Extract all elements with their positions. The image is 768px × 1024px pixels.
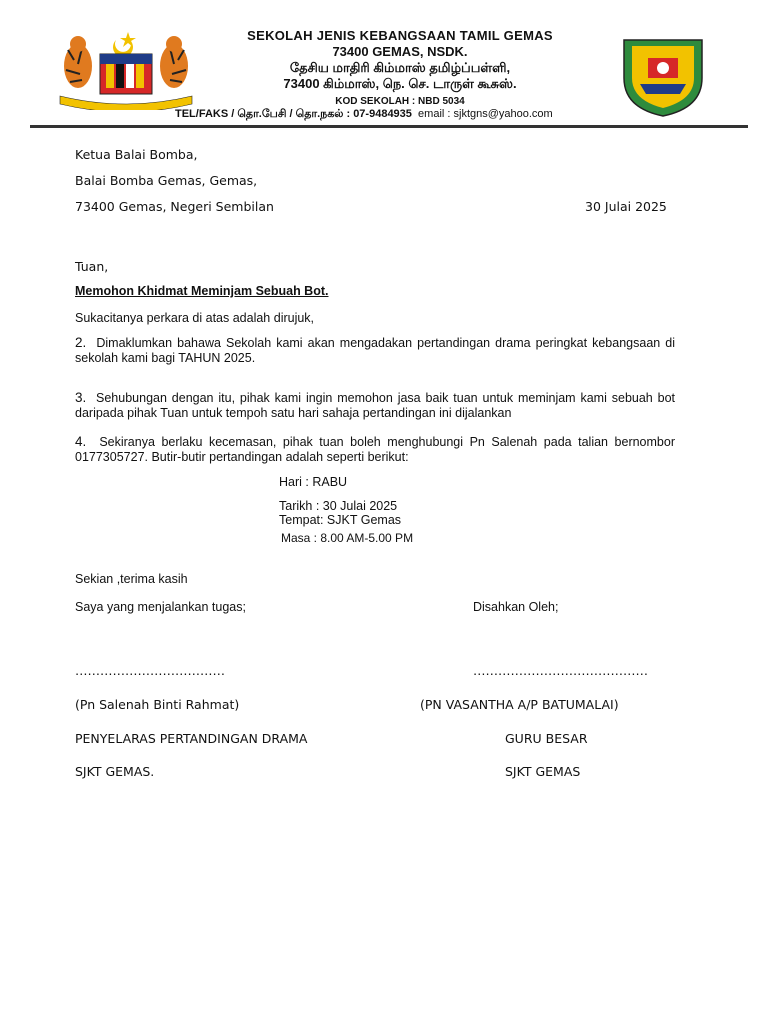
recipient-line2: Balai Bomba Gemas, Gemas,: [75, 173, 258, 188]
detail-hari: Hari : RABU: [279, 475, 348, 489]
left-tiger-icon: [64, 36, 92, 88]
recipient-line3: 73400 Gemas, Negeri Sembilan: [75, 199, 274, 214]
tel-label: TEL/FAKS / தொ.பேசி / தொ.நகல் :: [175, 108, 351, 120]
school-name: SEKOLAH JENIS KEBANGSAAN TAMIL GEMAS: [247, 28, 553, 43]
school-name-tamil: தேசிய மாதிரி கிம்மாஸ் தமிழ்ப்பள்ளி,: [289, 60, 511, 75]
paragraph-3-number: 3.: [75, 390, 87, 405]
letter-date: 30 Julai 2025: [585, 199, 667, 214]
school-address: 73400 GEMAS, NSDK.: [332, 44, 468, 59]
intro-text: Sukacitanya perkara di atas adalah dirujuk,: [75, 311, 315, 325]
detail-tempat: Tempat: SJKT Gemas: [279, 513, 402, 527]
school-address-tamil: 73400 கிம்மாஸ், நெ. செ. டாருள் கூசுஸ்.: [283, 76, 517, 91]
closing-thanks: Sekian ,terima kasih: [75, 572, 188, 586]
right-tiger-icon: [160, 36, 188, 88]
right-signature-label: Disahkan Oleh;: [473, 600, 559, 614]
school-code: KOD SEKOLAH : NBD 5034: [335, 96, 465, 107]
left-signatory-school: SJKT GEMAS.: [75, 764, 155, 779]
right-signature-line: ……………………………………: [473, 663, 648, 678]
right-signatory-name: (PN VASANTHA A/P BATUMALAI): [420, 697, 619, 712]
paragraph-4-number: 4.: [75, 434, 87, 449]
paragraph-2-number: 2.: [75, 335, 87, 350]
left-signature-label: Saya yang menjalankan tugas;: [75, 600, 246, 614]
left-signatory-title: PENYELARAS PERTANDINGAN DRAMA: [75, 731, 308, 746]
letterhead-text: [200, 28, 600, 110]
detail-masa: Masa : 8.00 AM-5.00 PM: [281, 531, 414, 545]
recipient-line1: Ketua Balai Bomba,: [75, 147, 198, 162]
paragraph-2: [75, 335, 675, 366]
school-emblem-logo: [620, 34, 706, 118]
right-signatory-title: GURU BESAR: [505, 731, 588, 746]
left-signatory-name: (Pn Salenah Binti Rahmat): [75, 697, 240, 712]
email: email : sjktgns@yahoo.com: [418, 108, 553, 120]
paragraph-4: [75, 434, 675, 465]
contact-line: [175, 108, 553, 122]
right-signatory-school: SJKT GEMAS: [505, 764, 581, 779]
tel-number: 07-9484935: [353, 108, 412, 120]
paragraph-3-text: Sehubungan dengan itu, pihak kami ingin memohon jasa baik tuan untuk meminjam kami sebuah bot daripada pihak Tuan untuk tempoh satu hari sahaja pertandingan ini dijalankan: [75, 391, 675, 420]
coat-of-arms-logo: [58, 30, 194, 110]
left-signature-line: ………………………………: [75, 663, 225, 678]
detail-tarikh: Tarikh : 30 Julai 2025: [279, 499, 398, 513]
letter-subject: Memohon Khidmat Meminjam Sebuah Bot.: [75, 284, 329, 298]
paragraph-3: [75, 390, 675, 421]
paragraph-2-text: Dimaklumkan bahawa Sekolah kami akan mengadakan pertandingan drama peringkat kebangsaan di sekolah kami bagi TAHUN 2025.: [75, 336, 675, 365]
paragraph-4-text: Sekiranya berlaku kecemasan, pihak tuan boleh menghubungi Pn Salenah pada talian bernombor 0177305727. Butir-butir pertandingan adalah seperti berikut:: [75, 435, 675, 464]
letterhead-divider: [30, 125, 748, 128]
salutation: Tuan,: [75, 259, 109, 274]
